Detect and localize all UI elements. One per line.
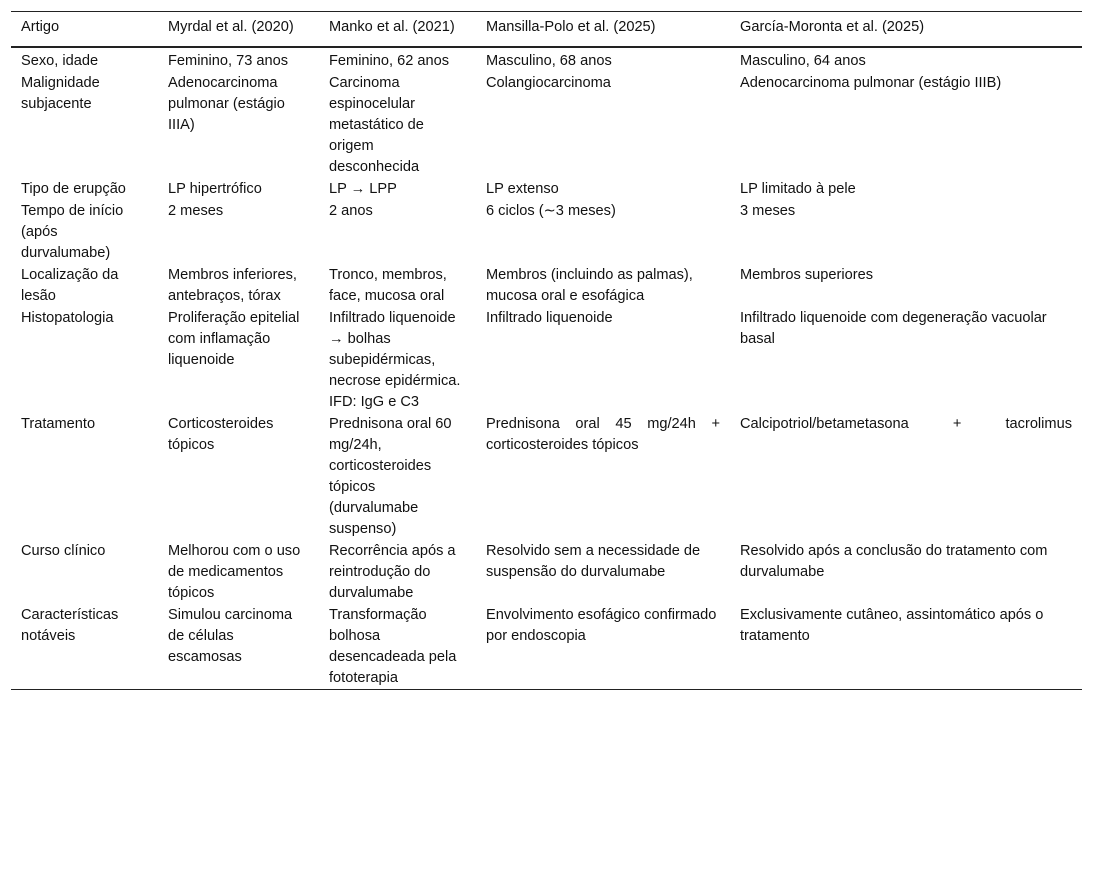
table-cell: Melhorou com o uso de medicamentos tópicos	[168, 543, 301, 601]
header-row	[11, 12, 1082, 48]
table-cell: 6 ciclos (∼3 meses)	[486, 203, 616, 219]
table-cell: Masculino, 68 anos	[486, 53, 612, 69]
table-cell: Envolvimento esofágico confirmado por endoscopia	[486, 607, 717, 644]
table-row	[11, 201, 1082, 265]
table-cell: Resolvido após a conclusão do tratamento com durvalumabe	[740, 543, 1048, 580]
table-row	[11, 414, 1082, 541]
row-label: Localização da lesão	[21, 267, 119, 304]
row-label: Sexo, idade	[21, 53, 99, 69]
table-cell: Colangiocarcinoma	[486, 75, 611, 91]
table-row	[11, 47, 1082, 73]
table-cell: Corticosteroides tópicos	[168, 416, 274, 453]
row-label: Tipo de erupção	[21, 181, 126, 197]
header-cell-garcia-moronta: García-Moronta et al. (2025)	[740, 19, 925, 35]
row-label: Características notáveis	[21, 607, 119, 644]
table-cell: Recorrência após a reintrodução do durvalumabe	[329, 543, 456, 601]
table-row	[11, 179, 1082, 201]
table-cell: Feminino, 62 anos	[329, 53, 450, 69]
header-cell-mansilla-polo: Mansilla-Polo et al. (2025)	[486, 19, 656, 35]
table-cell: Prednisona oral 45 mg/24h + corticosteroides tópicos	[486, 416, 720, 453]
row-label: Tratamento	[21, 416, 96, 432]
table-cell: Prednisona oral 60 mg/24h, corticosteroides tópicos (durvalumabe suspenso)	[329, 416, 452, 537]
table-cell: 2 meses	[168, 203, 224, 219]
table-cell: Membros (incluindo as palmas), mucosa oral e esofágica	[486, 267, 693, 304]
table-cell: Feminino, 73 anos	[168, 53, 289, 69]
row-label: Histopatologia	[21, 310, 114, 326]
table-row	[11, 308, 1082, 414]
table-cell: Membros superiores	[740, 267, 874, 283]
table-body	[11, 47, 1082, 690]
table-header	[11, 12, 1082, 48]
table-cell: Transformação bolhosa desencadeada pela fototerapia	[329, 607, 457, 686]
table-cell: Infiltrado liquenoide	[486, 310, 613, 326]
table-row	[11, 605, 1082, 690]
table-cell: 2 anos	[329, 203, 373, 219]
table-cell: Adenocarcinoma pulmonar (estágio IIIB)	[740, 75, 1002, 91]
table-cell: Calcipotriol/betametasona + tacrolimus	[740, 416, 1072, 432]
row-label: Malignidade subjacente	[21, 75, 100, 112]
table-cell: Masculino, 64 anos	[740, 53, 866, 69]
table-cell: Membros inferiores, antebraços, tórax	[168, 267, 297, 304]
table-cell: Resolvido sem a necessidade de suspensão do durvalumabe	[486, 543, 701, 580]
table-cell: Carcinoma espinocelular metastático de origem desconhecida	[329, 75, 424, 175]
header-cell-artigo: Artigo	[21, 19, 60, 35]
table-row	[11, 73, 1082, 179]
comparison-table	[11, 11, 1082, 690]
header-cell-myrdal: Myrdal et al. (2020)	[168, 19, 294, 35]
table-row	[11, 541, 1082, 605]
table-cell: LP limitado à pele	[740, 181, 856, 197]
table-cell: LP extenso	[486, 181, 559, 197]
table-cell: LP → LPP	[329, 181, 397, 197]
row-label: Tempo de início (após durvalumabe)	[21, 203, 124, 261]
table-cell: Adenocarcinoma pulmonar (estágio IIIA)	[168, 75, 285, 133]
header-cell-manko: Manko et al. (2021)	[329, 19, 455, 35]
table-cell: Infiltrado liquenoide com degeneração vacuolar basal	[740, 310, 1047, 347]
table-cell: Exclusivamente cutâneo, assintomático após o tratamento	[740, 607, 1044, 644]
table-row	[11, 265, 1082, 308]
row-label: Curso clínico	[21, 543, 106, 559]
table-cell: Infiltrado liquenoide → bolhas subepidérmicas, necrose epidérmica. IFD: IgG e C3	[329, 310, 461, 410]
table-cell: 3 meses	[740, 203, 796, 219]
table-cell: Proliferação epitelial com inflamação liquenoide	[168, 310, 300, 368]
table-cell: Tronco, membros, face, mucosa oral	[329, 267, 447, 304]
table-cell: LP hipertrófico	[168, 181, 262, 197]
table-cell: Simulou carcinoma de células escamosas	[168, 607, 293, 665]
